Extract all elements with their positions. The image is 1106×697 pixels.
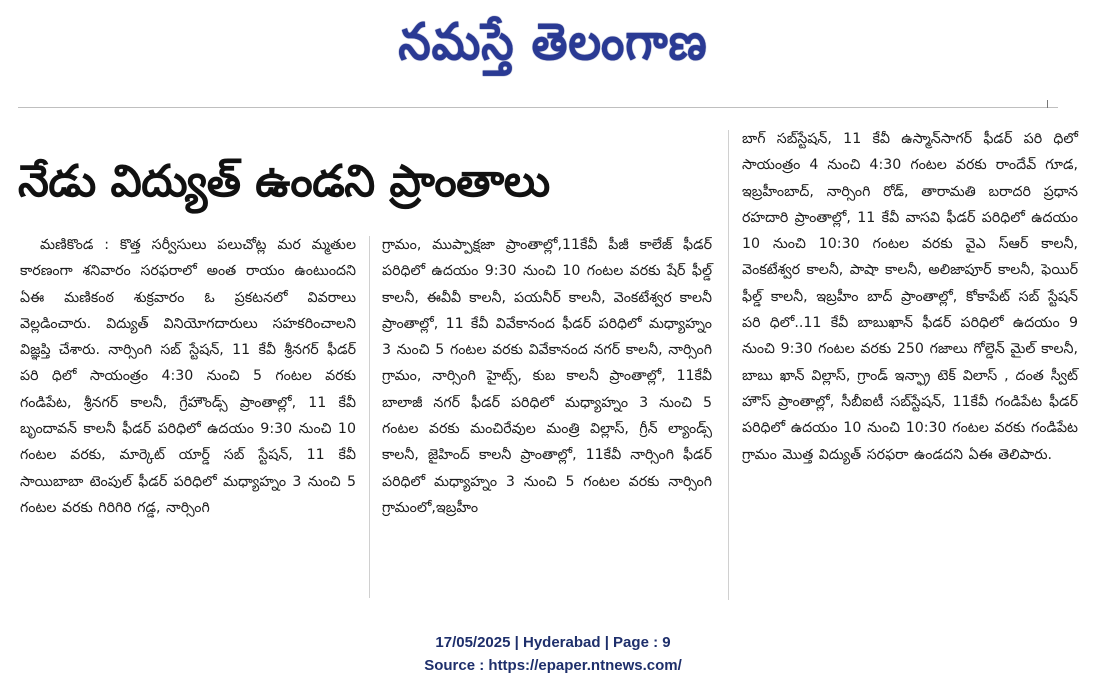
newspaper-logo: నమస్తే తెలంగాణ (398, 11, 708, 72)
column-separator (369, 236, 370, 598)
article-column-2 (382, 232, 712, 602)
source-url: Source : https://epaper.ntnews.com/ (424, 657, 682, 674)
article-paragraph: గ్రామం, ముప్పాక్షజా ప్రాంతాల్లో,11కేవీ పీజీ కాలేజ్ ఫీడర్ పరిధిలో ఉదయం 9:30 నుంచి 10 గంటల వరకు షేర్ ఫీల్డ్ కాలనీ, ఈవీవీ కాలనీ, పయనీర్ కాలనీ, వెంకటేశ్వర కాలనీ ప్రాంతాల్లో, 11 కేవీ వివేకానంద ఫీడర్ పరిధిలో మధ్యాహ్నం 3 నుంచి 5 గంటల వరకు వివేకానంద నగర్ కాలనీ, నార్సింగి గ్రామం, నార్సింగి హైట్స్, కుబ కాలనీ ప్రాంతాల్లో, 11కేవీ బాలాజీ నగర్ ఫీడర్ పరిధిలో మధ్యాహ్నం 3 నుంచి 5 గంటల వరకు మంచిరేవుల మంత్రి విల్లాస్, గ్రీన్ ల్యాండ్స్ కాలనీ, జైహింద్ కాలనీ ప్రాంతాల్లో, 11కేవీ నార్సింగి ఫీడర్ పరిధిలో మధ్యాహ్నం 3 నుంచి 5 గంటల వరకు నార్సింగి గ్రామంలో,ఇబ్రహీం (382, 237, 712, 516)
article-headline: నేడు విద్యుత్ ఉండని ప్రాంతాలు (18, 156, 550, 207)
article-column-3 (742, 126, 1078, 601)
masthead (0, 0, 1106, 96)
masthead-divider (18, 107, 1058, 108)
divider-tick (1047, 100, 1048, 108)
edition-info: 17/05/2025 | Hyderabad | Page : 9 (435, 634, 671, 651)
article-column-1 (20, 232, 356, 602)
column-separator (728, 130, 729, 600)
article-paragraph: మణికొండ : కొత్త సర్వీసులు పలుచోట్ల మర మ్మతుల కారణంగా శనివారం సరఫరాలో అంత రాయం ఉంటుందని ఏఈ మణికంఠ శుక్రవారం ఓ ప్రకటనలో వివరాలు వెల్లడించారు. విద్యుత్ వినియోగదారులు సహకరించాలని విజ్ఞప్తి చేశారు. నార్సింగి సబ్ స్టేషన్, 11 కేవీ శ్రీనగర్ ఫీడర్ పరి ధిలో సాయంత్రం 4:30 నుంచి 5 గంటల వరకు గండిపేట, శ్రీనగర్ కాలనీ, గ్రేహౌండ్స్ ప్రాంతాల్లో, 11 కేవీ బృందావన్ కాలనీ ఫీడర్ పరిధిలో ఉదయం 9:30 నుంచి 10 గంటల వరకు, మార్కెట్ యార్డ్ సబ్ స్టేషన్, 11 కేవీ సాయిబాబా టెంపుల్ ఫీడర్ పరిధిలో మధ్యాహ్నం 3 నుంచి 5 గంటల వరకు గిరిగిరి గడ్డ, నార్సింగి (20, 237, 356, 516)
article-paragraph: బాగ్ సబ్‌స్టేషన్, 11 కేవీ ఉస్మాన్‌సాగర్ ఫీడర్ పరి ధిలో సాయంత్రం 4 నుంచి 4:30 గంటల వరకు రాందేవ్ గూడ, ఇబ్రహీంబాద్, నార్సింగి రోడ్, తారామతి బరాదరి ప్రధాన రహదారి ప్రాంతాల్లో, 11 కేవీ వాసవి ఫీడర్ పరిధిలో ఉదయం 10 నుంచి 10:30 గంటల వరకు వైఎ స్ఆర్ కాలనీ, వెంకటేశ్వర కాలనీ, పాషా కాలనీ, అలిజాపూర్ కాలనీ, ఫెయిర్ ఫీల్డ్ కాలనీ, ఇబ్రహీం బాద్ ప్రాంతాల్లో, కోకాపేట్ సబ్ స్టేషన్ పరి ధిలో..11 కేవీ బాబుఖాన్ ఫీడర్ పరిధిలో ఉదయం 9 నుంచి 9:30 గంటల వరకు 250 గజాలు గోల్డెన్ మైల్ కాలనీ, బాబు ఖాన్ విల్లాస్, గ్రాండ్ ఇన్ఫ్రా టెక్ విలాస్ , దంత స్వీట్ హౌస్ ప్రాంతాల్లో, సీబీఐటీ సబ్‌స్టేషన్, 11కేవీ గండిపేట ఫీడర్ పరిధిలో ఉదయం 10 నుంచి 10:30 గంటల వరకు గండిపేట గ్రామం మొత్త విద్యుత్ సరఫరా ఉండదని ఏఈ తెలిపారు. (742, 131, 1078, 463)
